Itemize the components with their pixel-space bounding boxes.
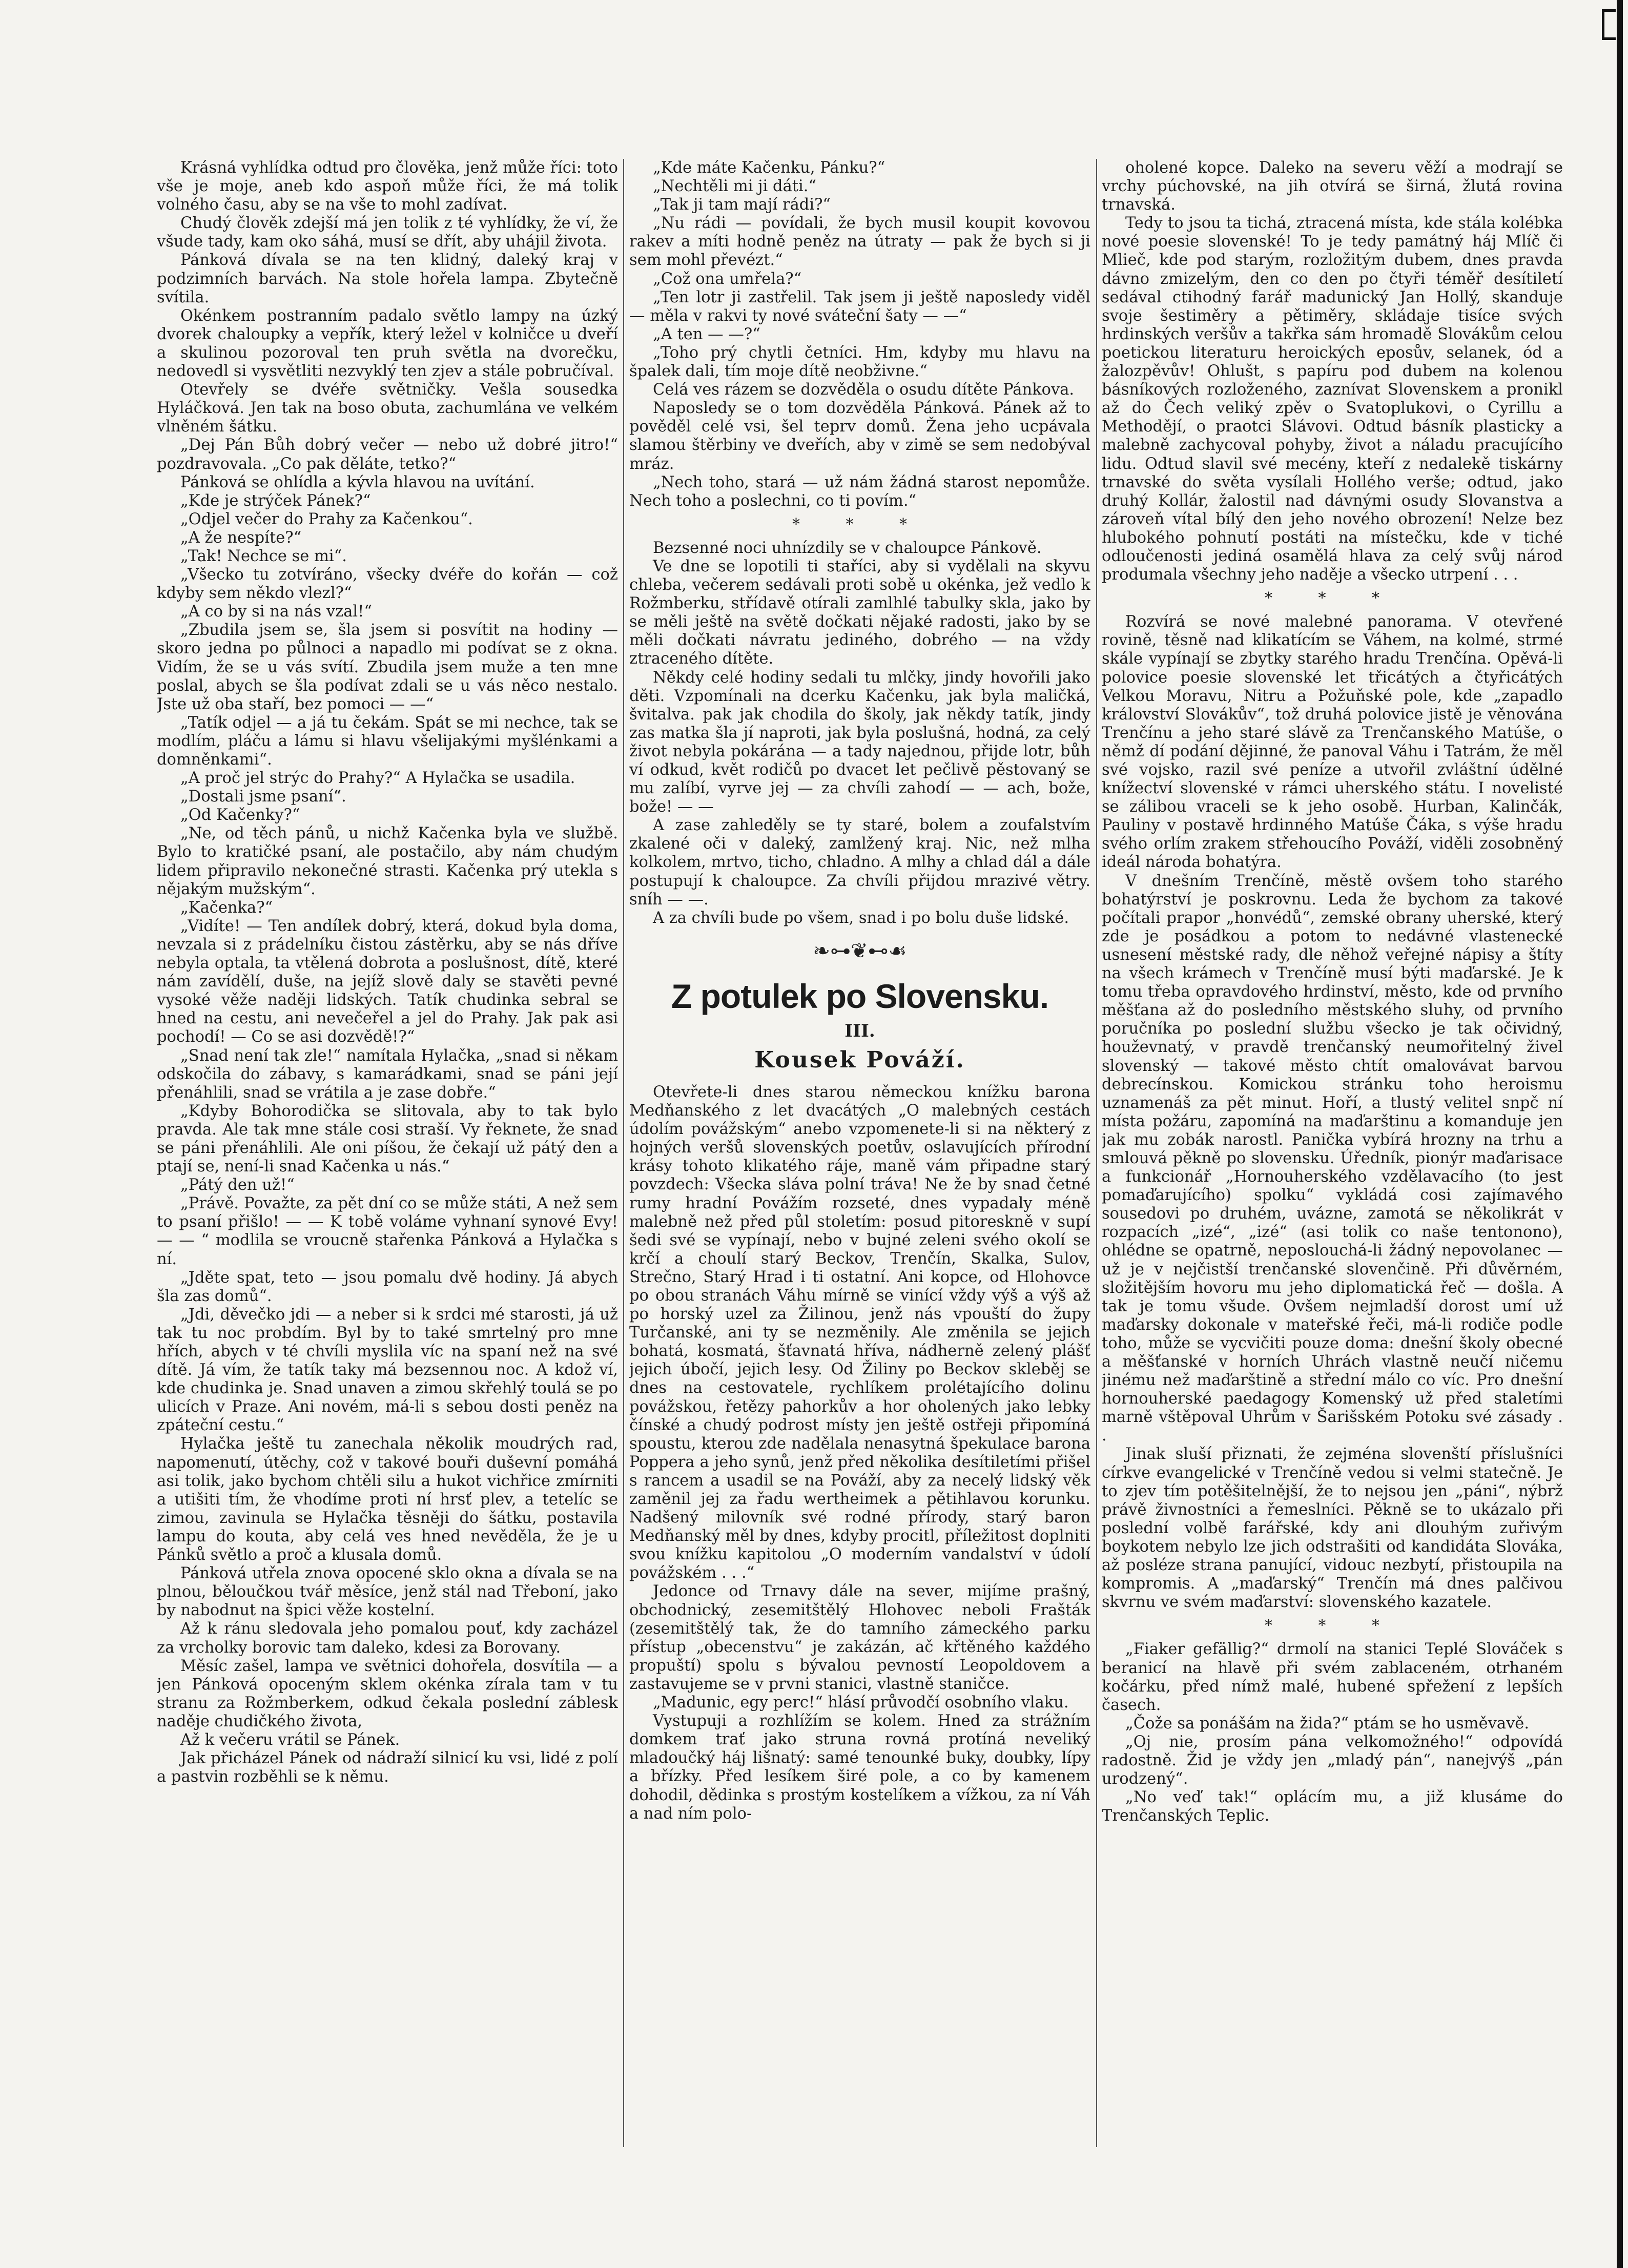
- paragraph: „Kdyby Bohorodička se slitovala, aby to tak bylo pravda. Ale tak mne stále cosi straší. Vy řeknete, že snad se páni přenáhlili. Ale oni píšou, že čekají už pátý den a ptají se, není-li snad Kačenka u nás.“: [157, 1102, 618, 1176]
- paragraph: Až k večeru vrátil se Pánek.: [180, 1730, 400, 1749]
- article-body-teplice: [1102, 1640, 1563, 1825]
- decorative-ornament: ❧⊶❦⊷☙: [813, 939, 907, 963]
- paragraph: Okénkem postranním padalo světlo lampy na úzký dvorek chaloupky a vepřík, který ležel v kolničce u dveří a skulinou pozoroval ten pruh světla na dvorečku, nedovedl si vysvětliti nezvyklý ten zjev a stále pobručíval.: [157, 306, 618, 381]
- paragraph: „Nech toho, stará — už nám žádná starost nepomůže. Nech toho a poslechni, co ti povím.“: [629, 473, 1090, 510]
- paragraph: Pánková utřela znova opocené sklo okna a dívala se na plnou, běloučkou tvář měsíce, jenž stál nad Třeboní, jako by nabodnut na špici věže kostelní.: [157, 1564, 618, 1620]
- paragraph: Celá ves rázem se dozvěděla o osudu dítěte Pánkova.: [653, 381, 1075, 399]
- paragraph: A zase zahleděly se ty staré, bolem a zoufalstvím zkalené oči v daleký, zamlžený kraj. Nic, než mlha kolkolem, mrtvo, ticho, chladno. A mlhy a chlad dál a dále postupují k chaloupce. Za chvíli přijdou mrazivé větry. sníh — —.: [629, 816, 1090, 909]
- article-body-continued: [1102, 159, 1563, 584]
- paragraph: „A co by si na nás vzal!“: [180, 603, 372, 621]
- paragraph: Tedy to jsou ta tichá, ztracená místa, kde stála kolébka nové poesie slovenské! To je tedy památný háj Mlíč či Mlieč, kde pod starým, rozložitým dubem, dnes pravda dávno zmizelým, den co den po čtyři téměř desítiletí sedával ctihodný farář madunický Jan Hollý, skanduje svoje šestiměry a pětiměry, skládaje tisíce svých hrdinských veršův a takřka sám hromadě Slovákům celou poetickou literaturu heroických eposův, selanek, ód a žalozpěvův! Ohlušt, s papíru pod dubem na kolenou básníkových rozloženého, zaznívat Slovenskem a pronikl až do Čech veliký zpěv o Svatoplukovi, o Cyrillu a Methodějí, o praotci Slávovi. Odtud básník plasticky a malebně zachycoval pohyby, život a náladu pracujícího lidu. Odtud slavil své mecény, kteří z nedalekě tiskárny trnavské do světa vysílali Hollého verše; odtud, jako druhý Kollár, žalostil nad dávnými osudy Slovanstva a zároveň vítal bílý den jeho nového obrození! Nelze bez hlubokého pohnutí postáti na místečku, kde v tiché odloučenosti jediná osamělá hlava za celý svůj národ produmala všechny jeho naděje a všecko utrpení . . .: [1102, 214, 1563, 584]
- paragraph: Měsíc zašel, lampa ve světnici dohořela, dosvítila — a jen Pánková opoceným sklem okénka zírala tam v tu stranu za Rožmberkem, odkud čekala poslední záblesk naděje chudičkého života,: [157, 1657, 618, 1730]
- paragraph: Bezsenné noci uhnízdily se v chaloupce Pánkově.: [653, 539, 1042, 557]
- section-asterism: * * *: [1264, 1617, 1400, 1635]
- paragraph: „Čože sa ponášám na žida?“ ptám se ho usměvavě.: [1125, 1714, 1530, 1733]
- column-rule-2: [1096, 159, 1097, 2147]
- paragraph: Pánková dívala se na ten klidný, daleký kraj v podzimních barvách. Na stole hořela lampa. Zbytečně svítila.: [157, 251, 618, 306]
- paragraph: „Jděte spat, teto — jsou pomalu dvě hodiny. Já abych šla zas domů“.: [157, 1268, 618, 1305]
- paragraph: Jak přicházel Pánek od nádraží silnicí ku vsi, lidé z polí a pastvin rozběhli se k němu.: [157, 1749, 618, 1786]
- column-2: [629, 159, 1090, 2157]
- paragraph: „Dostali jsme psaní“.: [180, 788, 346, 806]
- paragraph: „Kde máte Kačenku, Pánku?“: [653, 159, 885, 177]
- story-conclusion: [629, 159, 1090, 510]
- paragraph: Vystupuji a rozhlížím se kolem. Hned za strážním domkem trať jako struna rovná protíná neveliký mladoučký háj lišnatý: samé tenounké buky, doubky, lípy a břízky. Před lesíkem širé pole, a co by kamenem dohodil, dědinka s prostým kostelíkem a vížkou, za ní Váh a nad ním polo-: [629, 1712, 1090, 1823]
- page-corner-mark: [1602, 9, 1616, 40]
- paragraph: „Jdi, děvečko jdi — a neber si k srdci mé starosti, já už tak tu noc probdím. Byl by to také smrtelný pro mne hřích, abych v té chvíli myslila víc na spaní než na své dítě. Já vím, že tatík taky má bezsennou noc. A kdož ví, kde chudinka je. Snad unaven a zimou skřehlý toulá se po ulicích v Praze. Ani novém, má-li s sebou dosti peněz na zpáteční cestu.“: [157, 1305, 618, 1435]
- paragraph: V dnešním Trenčíně, městě ovšem toho starého bohatýrství je poskrovnu. Leda že bychom za takové počítali prapor „honvédů“, zemské obrany uherské, který zde je posádkou a potom to nedávné vlastenecké usnesení městské rady, dle něhož veřejné nápisy a štíty na všech krámech v Trenčíně musí býti maďarské. Je k tomu třeba opravdového hrdinství, město, kde od prvního měšťana až do posledního městského sluhy, od prvního poručníka po poslední službu všecko je tak očividný, houževnatý, v pravdě trenčanský neumořitelný živel slovenský — takové město chtít omalovávat barvou debrecínskou. Komickou stránku toho heroismu uznamenáš za pět minut. Hoří, a tlustý velitel snpč ní místa požáru, zapomíná na maďarštinu a komanduje jen jak mu zobák narostl. Panička vybírá hrozny na trhu a smlouvá pěkně po slovensku. Úředník, pionýr maďarisace a funkcionář „Hornouherského vzdělavacího (to jest pomaďarujícího) spolku“ vykládá cosi zajímavého sousedovi po druhém, uvázne, zamotá se několikrát v rozpacích „izé“, „izé“ (asi tolik co naše tentonono), ohlédne se opatrně, neposlouchá-li žádný nepovolanec — už je v nejčistší trenčanské slovenčině. Při důvěrném, složitějším hovoru mu jeho diplomatická řeč — došla. A tak je tomu všude. Ovšem nejmladší dorost umí už maďarsky dokonale v mateřské řeči, má-li rodiče podle toho, může se vycvičiti pouze doma: dnešní školy obecné a měšťanské v horních Uhrách vlastně neučí ničemu jinému než maďarštině a střední málo co víc. Pro dnešní hornouherské paedagogy Komenský už před staletími marně vštěpoval Uhrům v Šarišském Potoku své zásady . .: [1102, 872, 1563, 1445]
- paragraph: Otevřely se dvéře světničky. Vešla sousedka Hyláčková. Jen tak na boso obuta, zachumlána ve velkém vlněném šátku.: [157, 381, 618, 436]
- paragraph: „Oj nie, prosím pána velkomožného!“ odpovídá radostně. Žid je vždy jen „mladý pán“, nanejvýš „pán urodzený“.: [1102, 1733, 1563, 1788]
- page-edge-shadow: [1617, 0, 1623, 2268]
- paragraph: Až k ránu sledovala jeho pomalou pouť, kdy zacházel za vrcholky borovic tam daleko, kdesi za Borovany.: [157, 1620, 618, 1657]
- article-body-trencin: [1102, 613, 1563, 1612]
- paragraph: „Kde je strýček Pánek?“: [180, 491, 371, 510]
- section-asterism: * * *: [792, 515, 928, 533]
- section-asterism: * * *: [1264, 589, 1400, 608]
- paragraph: Otevřete-li dnes starou německou knížku barona Medňanského z let dvacátých „O malebných cestách údolím povážským“ anebo vzpomenete-li si na některý z hojných veršů slovenských poetův, oslavujících přírodní krásy tohoto klikatého ráje, maně vám připadne starý povzdech: Všecka sláva polní tráva! Ne že by snad četné rumy hradní Povážím rozseté, dnes vypadaly méně malebně než před půl stoletím: posud pitoreskně v supí šedi své se vypínají, nebo v bujné zeleni svého okolí se krčí a choulí starý Beckov, Trenčín, Skalka, Sulov, Strečno, Starý Hrad i ti ostatní. Ani kopce, od Hlohovce po obou stranách Váhu mírně se vinící vždy výš a výš až po horský uzel za Žilinou, jenž nás vpouští do župy Turčanské, ani ty se nezměnily. Ale změnila se jejich bohatá, kosmatá, šťavnatá hříva, nádherně zelený plášť jejich úbočí, jejich lesy. Od Žiliny po Beckov skleběj se dnes na cestovatele, rychlíkem prolétajícího dolinu povážskou, řetězy pahorkův a hor oholených jako lebky čínské a chudý podrost místy jen ještě ostřeji připomíná spoustu, kterou zde nadělala nenasytná špekulace barona Poppera a jeho synů, jenž před několika desítiletími přišel s rancem a usadil se na Pováží, aby za necelý lidský věk zaměnil jej za řadu wertheimek a pětihlavou korunku. Nadšený milovník své rodné přírody, starý baron Medňanský měl by dnes, kdyby procitl, příležitost doplniti svou knížku kapitolou „O moderním vandalství v údolí povážském . . .“: [629, 1083, 1090, 1582]
- paragraph: „Tak ji tam mají rádi?“: [653, 196, 831, 214]
- column-1: [157, 159, 618, 2157]
- column-3: [1102, 159, 1563, 2157]
- paragraph: „Toho prý chytli četníci. Hm, kdyby mu hlavu na špalek dali, tím moje dítě neobživne.“: [629, 343, 1090, 381]
- paragraph: „Tak! Nechce se mi“.: [180, 547, 347, 565]
- paragraph: oholené kopce. Daleko na severu věží a modrají se vrchy púchovské, na jih otvírá se širná, žlutá rovina trnavská.: [1102, 159, 1563, 214]
- story-epilogue: [629, 539, 1090, 927]
- article-subtitle: Kousek Pováží.: [754, 1046, 965, 1073]
- paragraph: „Madunic, egy perc!“ hlásí průvodčí osobního vlaku.: [653, 1694, 1069, 1712]
- paragraph: „Tatík odjel — a já tu čekám. Spát se mi nechce, tak se modlím, pláču a lámu si hlavu všelijakými myšlénkami a domněnkami“.: [157, 713, 618, 769]
- paragraph: „Dej Pán Bůh dobrý večer — nebo už dobré jitro!“ pozdravovala. „Co pak děláte, tetko?“: [157, 436, 618, 473]
- paragraph: Někdy celé hodiny sedali tu mlčky, jindy hovořili jako děti. Vzpomínali na dcerku Kačenku, jak byla maličká, švitalva. pak jak chodila do školy, jak někdy tatík, jindy zas matka šla jí naproti, jak byla poslušná, hodná, za celý život nebyla pokárána — a tady najednou, přijde lotr, bůh ví odkud, květ rodičů po dvacet let pečlivě pěstovaný se mu zalíbí, vyrve jej — za chvíli zahodí — — ach, bože, bože! — —: [629, 668, 1090, 816]
- paragraph: „No veď tak!“ oplácím mu, a již klusáme do Trenčanských Teplic.: [1102, 1788, 1563, 1825]
- article-part-number: III.: [844, 1020, 875, 1041]
- paragraph: „Všecko tu zotvíráno, všecky dvéře do kořán — což kdyby sem někdo vlezl?“: [157, 566, 618, 603]
- paragraph: Rozvírá se nové malebné panorama. V otevřené rovině, těsně nad klikatícím se Váhem, na kolmé, strmé skále vypínají se zbytky starého hradu Trenčína. Opěvá-li polovice poesie slovenské let třicátých a čtyřicátých Velkou Moravu, Nitru a Požuňské pole, kde „zapadlo království Slovákův“, tož druhá polovice jistě je věnována Trenčínu a jeho staré slávě za Trenčanského Matúše, o němž dí podání dějinné, že panoval Váhu i Tatrám, že měl své vojsko, razil své peníze a utvořil zvláštní údělné knížectví slovenské v rámci uherského státu. I novelisté se zálibou vraceli se k jeho osobě. Hurban, Kalinčák, Pauliny v postavě hrdinného Matúše Čáka, s výše hradu svého orlím zrakem střehoucího Pováží, viděli zosobněný ideál národa bohatýra.: [1102, 613, 1563, 872]
- column-rule-1: [623, 159, 624, 2147]
- paragraph: „Právě. Považte, za pět dní co se může státi, A než sem to psaní přišlo! — — K tobě voláme vyhnaní synové Evy! — — “ modlila se vroucně stařenka Pánková a Hylačka s ní.: [157, 1194, 618, 1268]
- paragraph: Hylačka ještě tu zanechala několik moudrých rad, napomenutí, útěchy, což v takové bouři duševní pomáhá asi tolik, jako bychom chtěli silu a hukot vichřice zmírniti a utišiti tím, že vhodíme proti ní hrsť plev, a tetelíc se zimou, zavinula se Hylačka těsněji do šátku, postavila lampu do kouta, aby celá ves hned nevěděla, že je u Pánků světlo a proč a klusala domů.: [157, 1435, 618, 1564]
- paragraph: Ve dne se lopotili ti staříci, aby si vydělali na skyvu chleba, večerem sedávali proti sobě u okénka, jež vedlo k Rožmberku, střídavě otírali zamlhlé tabulky skla, jako by se měli ještě na světě dočkati nějaké radosti, jako by se měli dočkati návratu jediného, dobrého — na vždy ztraceného dítěte.: [629, 557, 1090, 668]
- paragraph: „Což ona umřela?“: [653, 270, 802, 288]
- article-title: Z potulek po Slovensku.: [671, 977, 1049, 1015]
- paragraph: Chudý člověk zdejší má jen tolik z té vyhlídky, že ví, že všude tady, kam oko sáhá, musí se dřít, aby uhájil života.: [157, 214, 618, 251]
- paragraph: „A že nespíte?“: [180, 528, 302, 547]
- paragraph: „Nu rádi — povídali, že bych musil koupit kovovou rakev a míti hodně peněz na útraty — pak že bych si ji sem mohl převézt.“: [629, 214, 1090, 270]
- paragraph: Krásná vyhlídka odtud pro člověka, jenž může říci: toto vše je moje, aneb kdo aspoň může říci, že má tolik volného času, aby se na vše to mohl zadívat.: [157, 159, 618, 214]
- paragraph: A za chvíli bude po všem, snad i po bolu duše lidské.: [653, 909, 1069, 927]
- paragraph: „Snad není tak zle!“ namítala Hylačka, „snad si někam odskočila do zábavy, s kamarádkami, snad se páni její přenáhlili, snad se vrátila a je zase dobře.“: [157, 1046, 618, 1102]
- paragraph: „Ne, od těch pánů, u nichž Kačenka byla ve službě. Bylo to kratičké psaní, ale postačilo, aby nám chudým lidem připravilo nekonečné strasti. Kačenka prý utekla s nějakým mužským“.: [157, 824, 618, 898]
- paragraph: Jinak sluší přiznati, že zejména slovenští příslušníci církve evangelické v Trenčíně vedou si velmi statečně. Je to zjev tím potěšitelnější, že to nejsou jen „páni“, nýbrž právě živnostníci a řemeslníci. Pěkně se to ukázalo při poslední volbě farářské, kdy ani dlouhým zuřivým boykotem nebylo lze jich odstrašiti od kandidáta Slováka, až posléze strana panující, vidouc nezbytí, přistoupila na kompromis. A „maďarský“ Trenčín má dnes palčivou skvrnu ve svém maďarství: slovenského kazatele.: [1102, 1445, 1563, 1612]
- paragraph: „Vidíte! — Ten andílek dobrý, která, dokud byla doma, nevzala si z prádelníku čistou zástěrku, aby se nás dříve nebyla optala, ta vtělená dobrota a poslušnost, dítě, které nám zavídělí, duše, na jejíž slově daly se stavěti pevné vysoké věže naději lidských. Tatík chudinka sebral se hned na cestu, ani nevečeřel a jel do Prahy. Jak pak asi pochodí! — Co se asi dozvědě!?“: [157, 917, 618, 1046]
- paragraph: Jedonce od Trnavy dále na sever, mijíme prašný, obchodnický, zesemitštělý Hlohovec neboli Frašták (zesemitštělý tak, že do tamního zámeckého parku přístup „obecenstvu“ je zakázán, ač křtěného každého propuští) spolu s bývalou pevností Leopoldovem a zastavujeme se v prvni stanici, vlastně staničce.: [629, 1582, 1090, 1693]
- paragraph: Naposledy se o tom dozvěděla Pánková. Pánek až to pověděl celé vsi, šel teprv domů. Žena jeho ucpávala slamou štěrbiny ve dveřích, aby v zimě se sem nedobýval mráz.: [629, 399, 1090, 473]
- paragraph: „Kačenka?“: [180, 898, 273, 917]
- paragraph: „A proč jel strýc do Prahy?“ A Hylačka se usadila.: [180, 769, 575, 788]
- paragraph: „Ten lotr ji zastřelil. Tak jsem ji ještě naposledy viděl — měla v rakvi ty nové sváteční šaty — —“: [629, 288, 1090, 325]
- paragraph: „A ten — —?“: [653, 325, 760, 343]
- article-body-start: [629, 1083, 1090, 1823]
- paragraph: „Od Kačenky?“: [180, 806, 300, 824]
- paragraph: Pánková se ohlídla a kývla hlavou na uvítání.: [180, 473, 535, 491]
- paragraph: „Odjel večer do Prahy za Kačenkou“.: [180, 510, 473, 528]
- paragraph: „Pátý den už!“: [180, 1176, 295, 1194]
- paragraph: „Nechtěli mi ji dáti.“: [653, 177, 817, 196]
- paragraph: „Fiaker gefällig?“ drmolí na stanici Teplé Slováček s beranicí na hlavě při svém zablaceném, otrhaném kočárku, před nímž malé, hubené spřežení z lepších časech.: [1102, 1640, 1563, 1714]
- paragraph: „Zbudila jsem se, šla jsem si posvítit na hodiny — skoro jedna po půlnoci a napadlo mi podívat se z okna. Vidím, že se u vás svítí. Zbudila jsem muže a ten mne poslal, abych se šla podívat zdali se u vás něco nestalo. Jste už oba staří, bez pomoci — —“: [157, 621, 618, 713]
